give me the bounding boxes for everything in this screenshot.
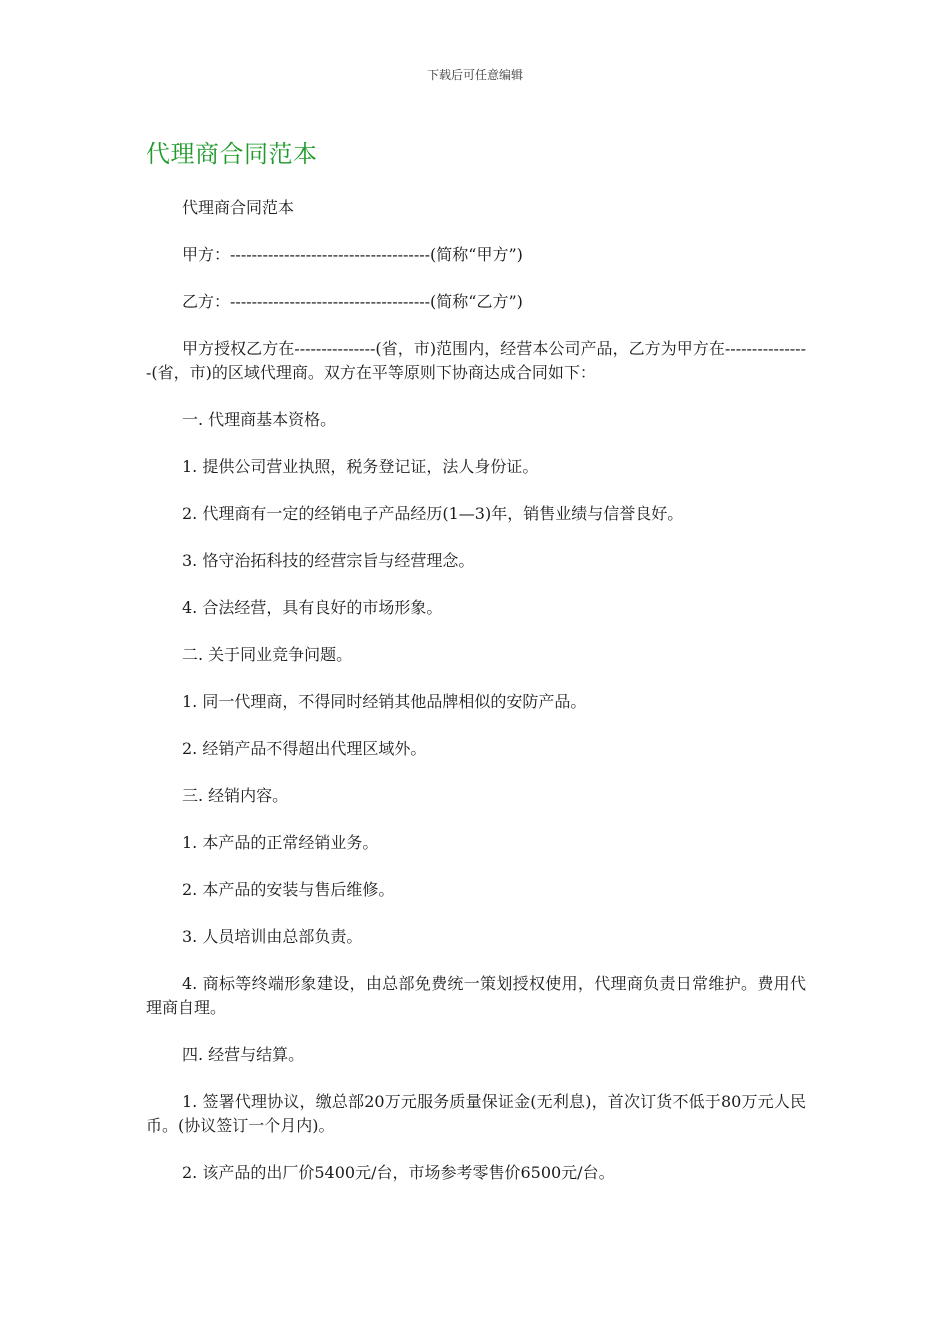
list-item: 1. 本产品的正常经销业务。 (182, 833, 379, 852)
list-item: 4. 商标等终端形象建设，由总部免费统一策划授权使用，代理商负责日常维护。费用代理商自理。 (146, 974, 806, 1017)
paragraph-party-b: 乙方：-------------------------------------(简称“乙方”) (182, 292, 523, 311)
list-item: 2. 代理商有一定的经销电子产品经历(1—3)年，销售业绩与信誉良好。 (182, 504, 684, 523)
section-heading-3: 三. 经销内容。 (182, 786, 289, 805)
list-item: 1. 签署代理协议，缴总部20万元服务质量保证金(无利息)，首次订货不低于80万元人民币。(协议签订一个月内)。 (146, 1092, 806, 1135)
section-heading-4: 四. 经营与结算。 (182, 1045, 305, 1064)
paragraph-party-a: 甲方：-------------------------------------(简称“甲方”) (182, 245, 523, 264)
section-heading-1: 一. 代理商基本资格。 (182, 410, 337, 429)
list-item: 4. 合法经营，具有良好的市场形象。 (182, 598, 443, 617)
list-item: 3. 恪守治拓科技的经营宗旨与经营理念。 (182, 551, 475, 570)
document-title: 代理商合同范本 (146, 140, 318, 168)
list-item: 2. 经销产品不得超出代理区域外。 (182, 739, 427, 758)
paragraph-subtitle: 代理商合同范本 (182, 198, 295, 217)
list-item: 1. 同一代理商，不得同时经销其他品牌相似的安防产品。 (182, 692, 587, 711)
header-note: 下载后可任意编辑 (426, 68, 523, 82)
section-heading-2: 二. 关于同业竞争问题。 (182, 645, 353, 664)
list-item: 1. 提供公司营业执照，税务登记证，法人身份证。 (182, 457, 539, 476)
document-body (146, 196, 806, 1208)
list-item: 3. 人员培训由总部负责。 (182, 927, 363, 946)
list-item: 2. 本产品的安装与售后维修。 (182, 880, 395, 899)
paragraph-intro: 甲方授权乙方在---------------(省，市)范围内，经营本公司产品，乙方为甲方在----------------(省，市)的区域代理商。双方在平等原则下协商达成合同如下： (146, 339, 806, 382)
list-item: 2. 该产品的出厂价5400元/台，市场参考零售价6500元/台。 (182, 1163, 615, 1182)
